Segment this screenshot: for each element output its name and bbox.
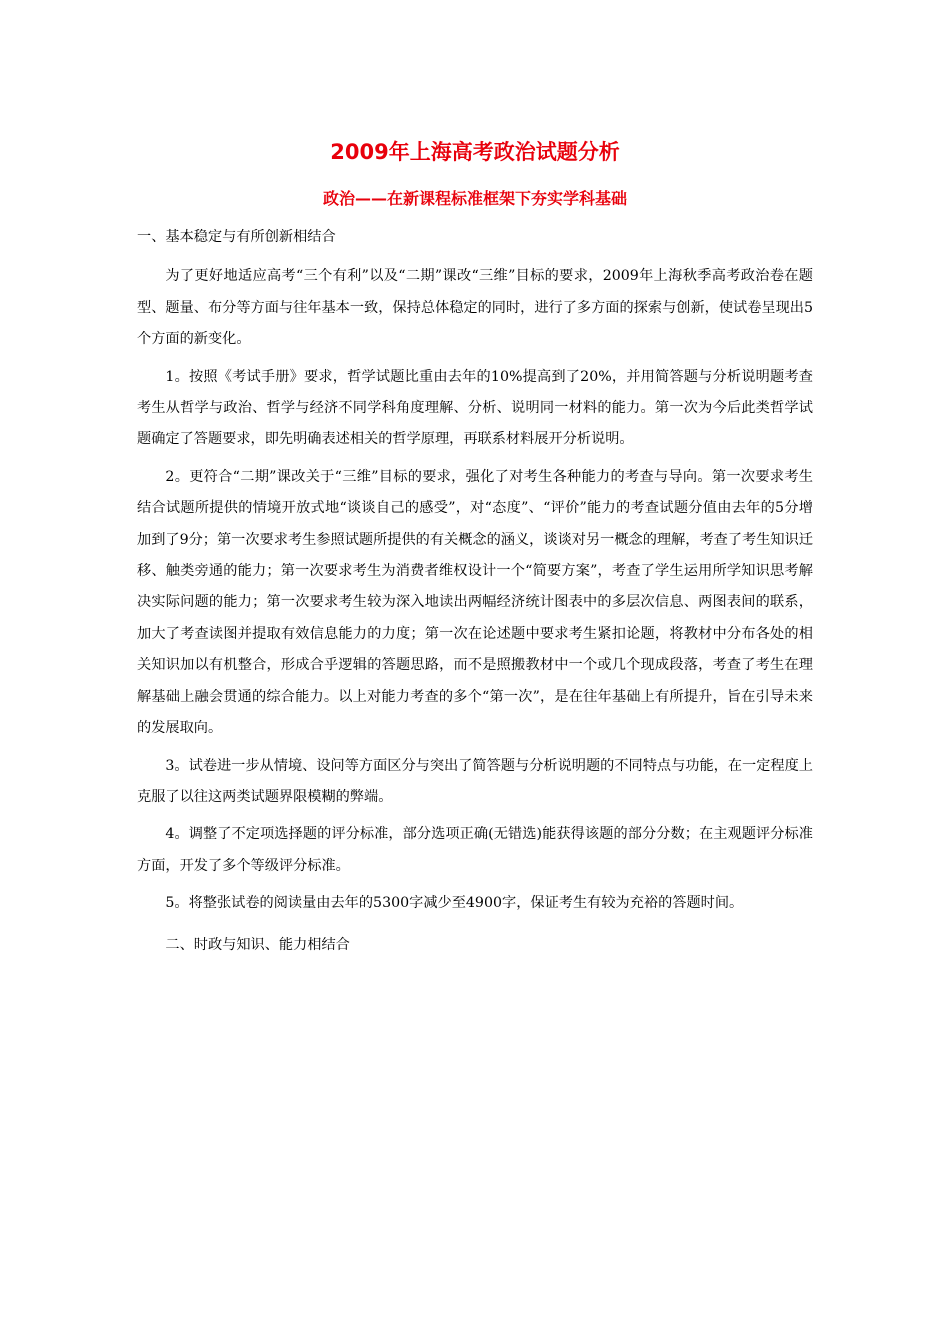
paragraph-item-4: 4。调整了不定项选择题的评分标准，部分选项正确(无错选)能获得该题的部分分数；在主观题评分标准方面，开发了多个等级评分标准。 <box>137 826 813 874</box>
document-title: 2009年上海高考政治试题分析 <box>330 140 620 164</box>
paragraph-intro: 为了更好地适应高考“三个有利”以及“二期”课改“三维”目标的要求，2009年上海秋季高考政治卷在题型、题量、布分等方面与往年基本一致，保持总体稳定的同时，进行了多方面的探索与创新，使试卷呈现出5个方面的新变化。 <box>137 268 813 348</box>
paragraph-item-5: 5。将整张试卷的阅读量由去年的5300字减少至4900字，保证考生有较为充裕的答题时间。 <box>165 895 744 912</box>
paragraph-item-2: 2。更符合“二期”课改关于“三维”目标的要求，强化了对考生各种能力的考查与导向。第一次要求考生结合试题所提供的情境开放式地“谈谈自己的感受”，对“态度”、“评价”能力的考查试题分值由去年的5分增加到了9分；第一次要求考生参照试题所提供的有关概念的涵义，谈谈对另一概念的理解，考查了考生知识迁移、触类旁通的能力；第一次要求考生为消费者维权设计一个“简要方案”，考查了学生运用所学知识思考解决实际问题的能力；第一次要求考生较为深入地读出两幅经济统计图表中的多层次信息、两图表间的联系，加大了考查读图并提取有效信息能力的力度；第一次在论述题中要求考生紧扣论题，将教材中分布各处的相关知识加以有机整合，形成合乎逻辑的答题思路，而不是照搬教材中一个或几个现成段落，考查了考生在理解基础上融会贯通的综合能力。以上对能力考查的多个“第一次”，是在往年基础上有所提升，旨在引导未来的发展取向。 <box>137 468 813 737</box>
paragraph-item-1: 1。按照《考试手册》要求，哲学试题比重由去年的10%提高到了20%，并用简答题与分析说明题考查考生从哲学与政治、哲学与经济不同学科角度理解、分析、说明同一材料的能力。第一次为今后此类哲学试题确定了答题要求，即先明确表述相关的哲学原理，再联系材料展开分析说明。 <box>137 368 813 448</box>
document-body <box>137 222 813 967</box>
document-subtitle: 政治——在新课程标准框架下夯实学科基础 <box>322 189 627 208</box>
section-heading-2: 二、时政与知识、能力相结合 <box>165 936 350 953</box>
section-heading-1: 一、基本稳定与有所创新相结合 <box>137 229 336 245</box>
paragraph-item-3: 3。试卷进一步从情境、设问等方面区分与突出了简答题与分析说明题的不同特点与功能，在一定程度上克服了以往这两类试题界限模糊的弊端。 <box>137 757 813 805</box>
